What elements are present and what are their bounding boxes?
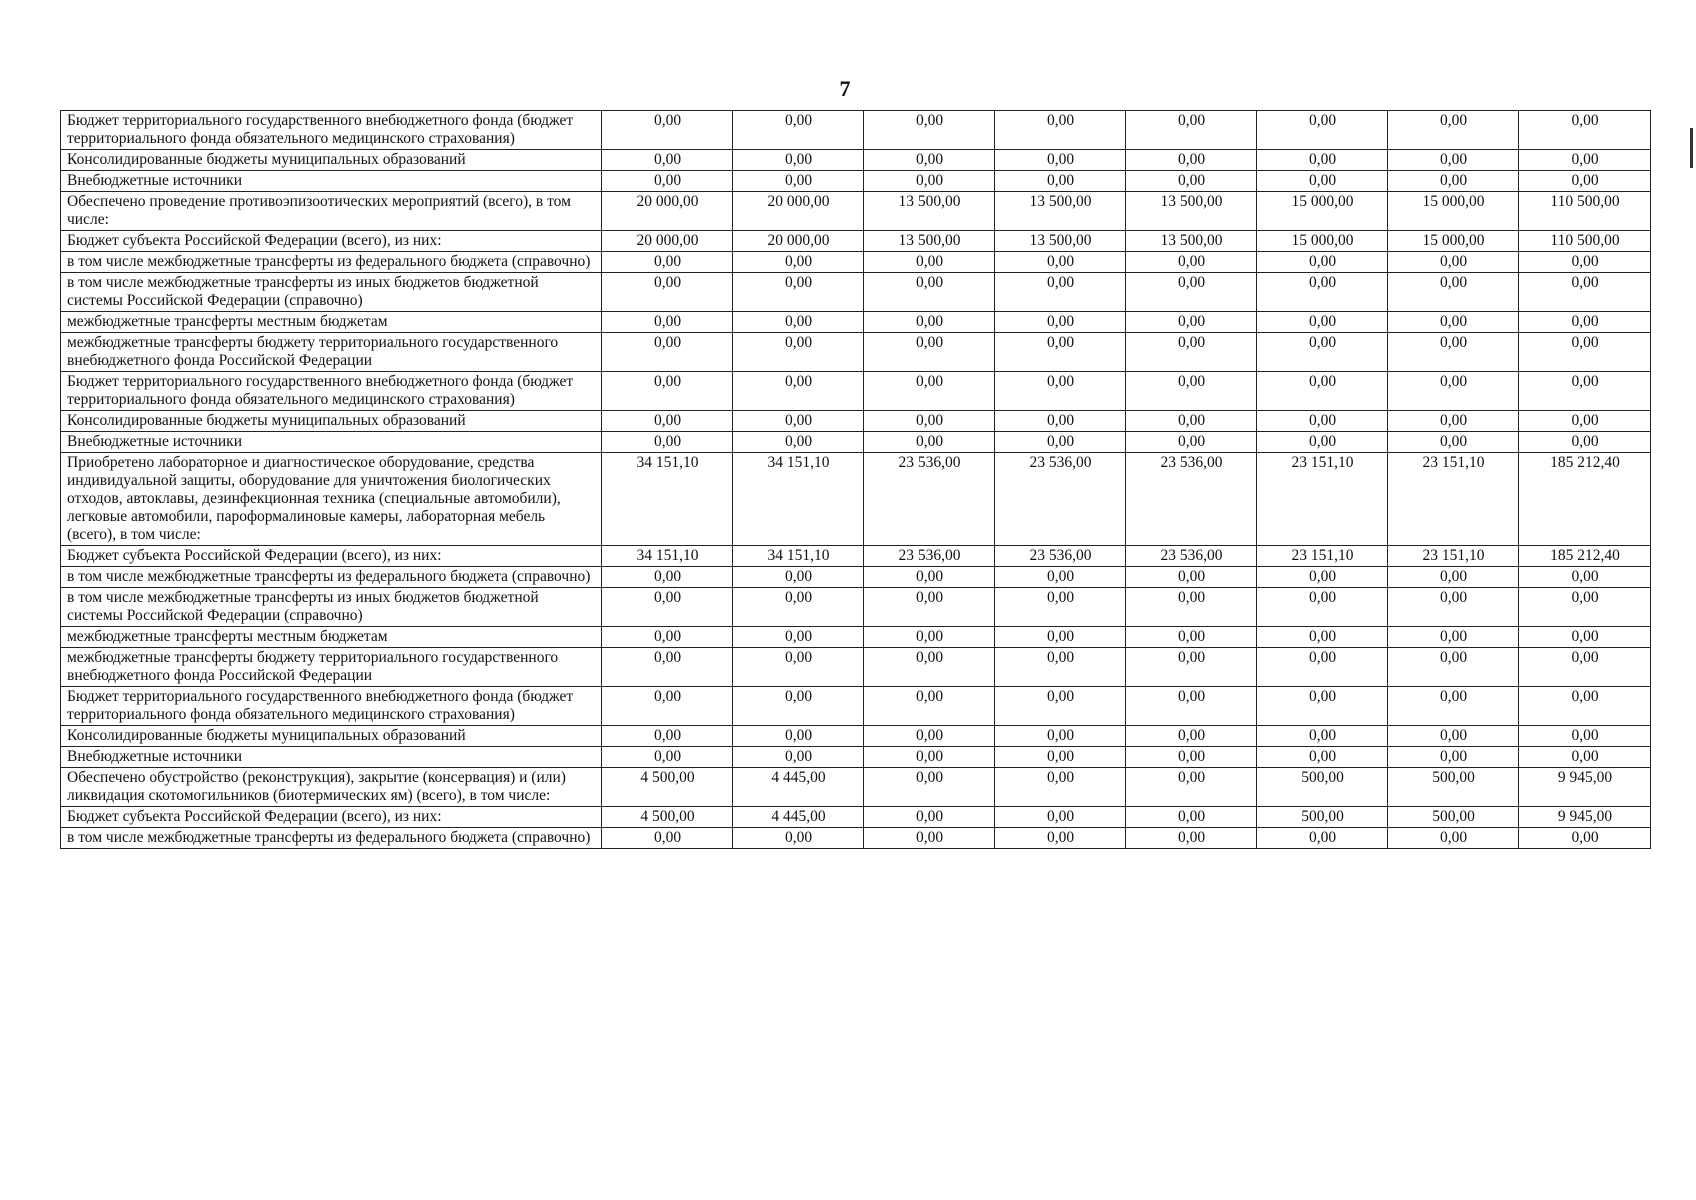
value-cell: 0,00 bbox=[1519, 648, 1651, 687]
value-cell: 23 151,10 bbox=[1388, 546, 1519, 567]
value-cell: 0,00 bbox=[602, 828, 733, 849]
value-cell: 0,00 bbox=[1257, 111, 1388, 150]
value-cell: 0,00 bbox=[864, 768, 995, 807]
value-cell: 0,00 bbox=[995, 171, 1126, 192]
table-row bbox=[61, 768, 1651, 807]
value-cell: 0,00 bbox=[1519, 273, 1651, 312]
value-cell: 0,00 bbox=[864, 252, 995, 273]
row-label: в том числе межбюджетные трансферты из иных бюджетов бюджетной системы Российской Федерации (справочно) bbox=[61, 588, 602, 627]
value-cell: 0,00 bbox=[995, 687, 1126, 726]
value-cell: 185 212,40 bbox=[1519, 453, 1651, 546]
table-row bbox=[61, 432, 1651, 453]
value-cell: 0,00 bbox=[1388, 171, 1519, 192]
value-cell: 0,00 bbox=[602, 687, 733, 726]
value-cell: 34 151,10 bbox=[602, 453, 733, 546]
value-cell: 0,00 bbox=[1126, 411, 1257, 432]
value-cell: 0,00 bbox=[733, 273, 864, 312]
value-cell: 0,00 bbox=[602, 588, 733, 627]
row-label: Внебюджетные источники bbox=[61, 747, 602, 768]
value-cell: 0,00 bbox=[1126, 747, 1257, 768]
table-row bbox=[61, 192, 1651, 231]
value-cell: 0,00 bbox=[1388, 432, 1519, 453]
row-label: Консолидированные бюджеты муниципальных образований bbox=[61, 726, 602, 747]
value-cell: 0,00 bbox=[1257, 726, 1388, 747]
value-cell: 0,00 bbox=[1388, 567, 1519, 588]
value-cell: 0,00 bbox=[1257, 252, 1388, 273]
value-cell: 13 500,00 bbox=[995, 231, 1126, 252]
page-number: 7 bbox=[839, 76, 851, 101]
value-cell: 0,00 bbox=[602, 312, 733, 333]
value-cell: 15 000,00 bbox=[1257, 192, 1388, 231]
value-cell: 110 500,00 bbox=[1519, 231, 1651, 252]
value-cell: 0,00 bbox=[1126, 807, 1257, 828]
value-cell: 0,00 bbox=[1126, 273, 1257, 312]
value-cell: 0,00 bbox=[864, 372, 995, 411]
row-label: Бюджет территориального государственного внебюджетного фонда (бюджет территориального фонда обязательного медицинского страхования) bbox=[61, 372, 602, 411]
budget-table-body bbox=[61, 111, 1651, 849]
value-cell: 0,00 bbox=[733, 726, 864, 747]
value-cell: 0,00 bbox=[733, 150, 864, 171]
value-cell: 0,00 bbox=[995, 768, 1126, 807]
value-cell: 110 500,00 bbox=[1519, 192, 1651, 231]
value-cell: 0,00 bbox=[995, 648, 1126, 687]
value-cell: 13 500,00 bbox=[864, 192, 995, 231]
value-cell: 0,00 bbox=[733, 687, 864, 726]
value-cell: 0,00 bbox=[995, 411, 1126, 432]
value-cell: 13 500,00 bbox=[995, 192, 1126, 231]
value-cell: 0,00 bbox=[1257, 171, 1388, 192]
value-cell: 0,00 bbox=[1388, 252, 1519, 273]
value-cell: 0,00 bbox=[1257, 312, 1388, 333]
value-cell: 0,00 bbox=[1257, 432, 1388, 453]
value-cell: 0,00 bbox=[864, 411, 995, 432]
value-cell: 0,00 bbox=[995, 372, 1126, 411]
value-cell: 0,00 bbox=[733, 171, 864, 192]
value-cell: 0,00 bbox=[864, 687, 995, 726]
value-cell: 0,00 bbox=[1519, 171, 1651, 192]
value-cell: 34 151,10 bbox=[733, 546, 864, 567]
value-cell: 0,00 bbox=[1257, 411, 1388, 432]
value-cell: 0,00 bbox=[995, 432, 1126, 453]
table-row bbox=[61, 687, 1651, 726]
value-cell: 0,00 bbox=[995, 273, 1126, 312]
value-cell: 13 500,00 bbox=[864, 231, 995, 252]
value-cell: 0,00 bbox=[602, 171, 733, 192]
value-cell: 0,00 bbox=[1519, 312, 1651, 333]
value-cell: 0,00 bbox=[995, 627, 1126, 648]
value-cell: 0,00 bbox=[864, 588, 995, 627]
value-cell: 20 000,00 bbox=[733, 192, 864, 231]
value-cell: 0,00 bbox=[1388, 726, 1519, 747]
value-cell: 0,00 bbox=[864, 648, 995, 687]
value-cell: 0,00 bbox=[1388, 627, 1519, 648]
value-cell: 0,00 bbox=[1388, 333, 1519, 372]
value-cell: 500,00 bbox=[1257, 807, 1388, 828]
value-cell: 23 536,00 bbox=[864, 546, 995, 567]
value-cell: 4 500,00 bbox=[602, 768, 733, 807]
value-cell: 23 536,00 bbox=[995, 546, 1126, 567]
value-cell: 0,00 bbox=[864, 747, 995, 768]
table-row bbox=[61, 588, 1651, 627]
value-cell: 0,00 bbox=[995, 111, 1126, 150]
value-cell: 0,00 bbox=[1126, 726, 1257, 747]
value-cell: 0,00 bbox=[1388, 588, 1519, 627]
value-cell: 0,00 bbox=[1519, 828, 1651, 849]
value-cell: 0,00 bbox=[1519, 687, 1651, 726]
budget-table bbox=[60, 110, 1651, 849]
value-cell: 0,00 bbox=[733, 588, 864, 627]
table-row bbox=[61, 567, 1651, 588]
value-cell: 0,00 bbox=[602, 747, 733, 768]
value-cell: 0,00 bbox=[733, 333, 864, 372]
value-cell: 0,00 bbox=[1126, 588, 1257, 627]
value-cell: 0,00 bbox=[602, 111, 733, 150]
value-cell: 0,00 bbox=[1257, 648, 1388, 687]
table-row bbox=[61, 312, 1651, 333]
value-cell: 0,00 bbox=[1126, 312, 1257, 333]
table-row bbox=[61, 171, 1651, 192]
table-row bbox=[61, 333, 1651, 372]
value-cell: 20 000,00 bbox=[733, 231, 864, 252]
value-cell: 23 151,10 bbox=[1257, 546, 1388, 567]
value-cell: 0,00 bbox=[1126, 252, 1257, 273]
value-cell: 0,00 bbox=[1519, 747, 1651, 768]
value-cell: 0,00 bbox=[1388, 411, 1519, 432]
value-cell: 20 000,00 bbox=[602, 192, 733, 231]
value-cell: 0,00 bbox=[733, 252, 864, 273]
row-label: Бюджет субъекта Российской Федерации (всего), из них: bbox=[61, 231, 602, 252]
value-cell: 0,00 bbox=[864, 726, 995, 747]
value-cell: 23 536,00 bbox=[1126, 546, 1257, 567]
value-cell: 0,00 bbox=[1126, 372, 1257, 411]
value-cell: 0,00 bbox=[602, 333, 733, 372]
table-row bbox=[61, 627, 1651, 648]
row-label: в том числе межбюджетные трансферты из федерального бюджета (справочно) bbox=[61, 567, 602, 588]
value-cell: 0,00 bbox=[602, 567, 733, 588]
table-row bbox=[61, 726, 1651, 747]
value-cell: 0,00 bbox=[995, 333, 1126, 372]
value-cell: 0,00 bbox=[1257, 687, 1388, 726]
table-row bbox=[61, 111, 1651, 150]
value-cell: 13 500,00 bbox=[1126, 192, 1257, 231]
value-cell: 0,00 bbox=[602, 432, 733, 453]
value-cell: 0,00 bbox=[602, 648, 733, 687]
value-cell: 0,00 bbox=[1519, 411, 1651, 432]
value-cell: 0,00 bbox=[1126, 111, 1257, 150]
value-cell: 0,00 bbox=[733, 747, 864, 768]
value-cell: 23 536,00 bbox=[1126, 453, 1257, 546]
value-cell: 0,00 bbox=[1126, 150, 1257, 171]
table-row bbox=[61, 411, 1651, 432]
value-cell: 0,00 bbox=[1257, 150, 1388, 171]
value-cell: 0,00 bbox=[995, 252, 1126, 273]
value-cell: 9 945,00 bbox=[1519, 768, 1651, 807]
value-cell: 0,00 bbox=[1519, 333, 1651, 372]
row-label: в том числе межбюджетные трансферты из федерального бюджета (справочно) bbox=[61, 828, 602, 849]
value-cell: 0,00 bbox=[1519, 627, 1651, 648]
value-cell: 0,00 bbox=[864, 111, 995, 150]
value-cell: 23 536,00 bbox=[995, 453, 1126, 546]
value-cell: 0,00 bbox=[995, 150, 1126, 171]
value-cell: 34 151,10 bbox=[602, 546, 733, 567]
value-cell: 0,00 bbox=[602, 411, 733, 432]
row-label: в том числе межбюджетные трансферты из федерального бюджета (справочно) bbox=[61, 252, 602, 273]
table-row bbox=[61, 231, 1651, 252]
value-cell: 0,00 bbox=[995, 588, 1126, 627]
row-label: Бюджет территориального государственного внебюджетного фонда (бюджет территориального фонда обязательного медицинского страхования) bbox=[61, 687, 602, 726]
row-label: Консолидированные бюджеты муниципальных образований bbox=[61, 150, 602, 171]
value-cell: 0,00 bbox=[733, 648, 864, 687]
value-cell: 0,00 bbox=[995, 726, 1126, 747]
value-cell: 0,00 bbox=[1388, 372, 1519, 411]
value-cell: 23 151,10 bbox=[1257, 453, 1388, 546]
value-cell: 4 500,00 bbox=[602, 807, 733, 828]
value-cell: 500,00 bbox=[1388, 768, 1519, 807]
value-cell: 0,00 bbox=[864, 828, 995, 849]
row-label: межбюджетные трансферты местным бюджетам bbox=[61, 312, 602, 333]
value-cell: 0,00 bbox=[733, 372, 864, 411]
value-cell: 0,00 bbox=[733, 411, 864, 432]
table-row bbox=[61, 648, 1651, 687]
table-row bbox=[61, 252, 1651, 273]
value-cell: 500,00 bbox=[1388, 807, 1519, 828]
value-cell: 15 000,00 bbox=[1388, 231, 1519, 252]
value-cell: 0,00 bbox=[602, 372, 733, 411]
value-cell: 185 212,40 bbox=[1519, 546, 1651, 567]
value-cell: 0,00 bbox=[1257, 273, 1388, 312]
value-cell: 0,00 bbox=[733, 828, 864, 849]
value-cell: 0,00 bbox=[733, 432, 864, 453]
value-cell: 0,00 bbox=[1388, 111, 1519, 150]
table-row bbox=[61, 807, 1651, 828]
value-cell: 15 000,00 bbox=[1257, 231, 1388, 252]
value-cell: 0,00 bbox=[1126, 567, 1257, 588]
value-cell: 0,00 bbox=[1126, 828, 1257, 849]
value-cell: 20 000,00 bbox=[602, 231, 733, 252]
scan-margin-mark bbox=[1690, 128, 1693, 168]
value-cell: 0,00 bbox=[733, 567, 864, 588]
row-label: Бюджет субъекта Российской Федерации (всего), из них: bbox=[61, 546, 602, 567]
row-label: Бюджет территориального государственного внебюджетного фонда (бюджет территориального фонда обязательного медицинского страхования) bbox=[61, 111, 602, 150]
value-cell: 0,00 bbox=[1519, 432, 1651, 453]
value-cell: 0,00 bbox=[1519, 252, 1651, 273]
row-label: Внебюджетные источники bbox=[61, 171, 602, 192]
value-cell: 0,00 bbox=[733, 627, 864, 648]
value-cell: 0,00 bbox=[1388, 648, 1519, 687]
value-cell: 0,00 bbox=[1257, 747, 1388, 768]
value-cell: 0,00 bbox=[1388, 747, 1519, 768]
value-cell: 0,00 bbox=[1257, 567, 1388, 588]
value-cell: 0,00 bbox=[1519, 372, 1651, 411]
table-row bbox=[61, 372, 1651, 411]
value-cell: 0,00 bbox=[733, 312, 864, 333]
value-cell: 0,00 bbox=[1257, 828, 1388, 849]
value-cell: 0,00 bbox=[602, 627, 733, 648]
value-cell: 0,00 bbox=[864, 333, 995, 372]
row-label: межбюджетные трансферты бюджету территориального государственного внебюджетного фонда Российской Федерации bbox=[61, 333, 602, 372]
value-cell: 0,00 bbox=[1257, 627, 1388, 648]
value-cell: 0,00 bbox=[1126, 627, 1257, 648]
value-cell: 0,00 bbox=[1519, 150, 1651, 171]
value-cell: 0,00 bbox=[1519, 567, 1651, 588]
table-row bbox=[61, 150, 1651, 171]
table-row bbox=[61, 747, 1651, 768]
value-cell: 0,00 bbox=[864, 273, 995, 312]
value-cell: 0,00 bbox=[1126, 687, 1257, 726]
value-cell: 23 151,10 bbox=[1388, 453, 1519, 546]
row-label: Бюджет субъекта Российской Федерации (всего), из них: bbox=[61, 807, 602, 828]
value-cell: 0,00 bbox=[864, 627, 995, 648]
value-cell: 0,00 bbox=[602, 252, 733, 273]
row-label: Приобретено лабораторное и диагностическое оборудование, средства индивидуальной защиты, оборудование для уничтожения биологических отходов, автоклавы, дезинфекционная техника (специальные автомобили), легковые автомобили, пароформалиновые камеры, лабораторная мебель (всего), в том числе: bbox=[61, 453, 602, 546]
value-cell: 4 445,00 bbox=[733, 807, 864, 828]
value-cell: 0,00 bbox=[1257, 372, 1388, 411]
value-cell: 0,00 bbox=[995, 828, 1126, 849]
value-cell: 0,00 bbox=[995, 312, 1126, 333]
row-label: Консолидированные бюджеты муниципальных образований bbox=[61, 411, 602, 432]
value-cell: 15 000,00 bbox=[1388, 192, 1519, 231]
value-cell: 500,00 bbox=[1257, 768, 1388, 807]
value-cell: 0,00 bbox=[1388, 150, 1519, 171]
value-cell: 0,00 bbox=[995, 747, 1126, 768]
value-cell: 0,00 bbox=[864, 312, 995, 333]
value-cell: 0,00 bbox=[995, 807, 1126, 828]
value-cell: 0,00 bbox=[1519, 111, 1651, 150]
value-cell: 0,00 bbox=[602, 726, 733, 747]
value-cell: 34 151,10 bbox=[733, 453, 864, 546]
table-row bbox=[61, 453, 1651, 546]
row-label: Обеспечено проведение противоэпизоотических мероприятий (всего), в том числе: bbox=[61, 192, 602, 231]
value-cell: 0,00 bbox=[602, 150, 733, 171]
value-cell: 0,00 bbox=[864, 171, 995, 192]
value-cell: 0,00 bbox=[1257, 333, 1388, 372]
value-cell: 0,00 bbox=[864, 432, 995, 453]
row-label: межбюджетные трансферты местным бюджетам bbox=[61, 627, 602, 648]
value-cell: 0,00 bbox=[1519, 588, 1651, 627]
value-cell: 0,00 bbox=[1257, 588, 1388, 627]
value-cell: 0,00 bbox=[733, 111, 864, 150]
value-cell: 0,00 bbox=[1388, 687, 1519, 726]
value-cell: 0,00 bbox=[1126, 768, 1257, 807]
value-cell: 9 945,00 bbox=[1519, 807, 1651, 828]
row-label: Внебюджетные источники bbox=[61, 432, 602, 453]
value-cell: 0,00 bbox=[1388, 312, 1519, 333]
value-cell: 0,00 bbox=[1519, 726, 1651, 747]
value-cell: 13 500,00 bbox=[1126, 231, 1257, 252]
value-cell: 23 536,00 bbox=[864, 453, 995, 546]
value-cell: 0,00 bbox=[602, 273, 733, 312]
row-label: в том числе межбюджетные трансферты из иных бюджетов бюджетной системы Российской Федерации (справочно) bbox=[61, 273, 602, 312]
value-cell: 0,00 bbox=[995, 567, 1126, 588]
value-cell: 0,00 bbox=[1126, 333, 1257, 372]
value-cell: 0,00 bbox=[864, 567, 995, 588]
table-row bbox=[61, 828, 1651, 849]
row-label: межбюджетные трансферты бюджету территориального государственного внебюджетного фонда Российской Федерации bbox=[61, 648, 602, 687]
value-cell: 0,00 bbox=[864, 150, 995, 171]
table-row bbox=[61, 273, 1651, 312]
value-cell: 4 445,00 bbox=[733, 768, 864, 807]
value-cell: 0,00 bbox=[1126, 171, 1257, 192]
value-cell: 0,00 bbox=[1388, 273, 1519, 312]
value-cell: 0,00 bbox=[1126, 432, 1257, 453]
row-label: Обеспечено обустройство (реконструкция), закрытие (консервация) и (или) ликвидация скотомогильников (биотермических ям) (всего), в том числе: bbox=[61, 768, 602, 807]
value-cell: 0,00 bbox=[864, 807, 995, 828]
value-cell: 0,00 bbox=[1388, 828, 1519, 849]
value-cell: 0,00 bbox=[1126, 648, 1257, 687]
table-row bbox=[61, 546, 1651, 567]
